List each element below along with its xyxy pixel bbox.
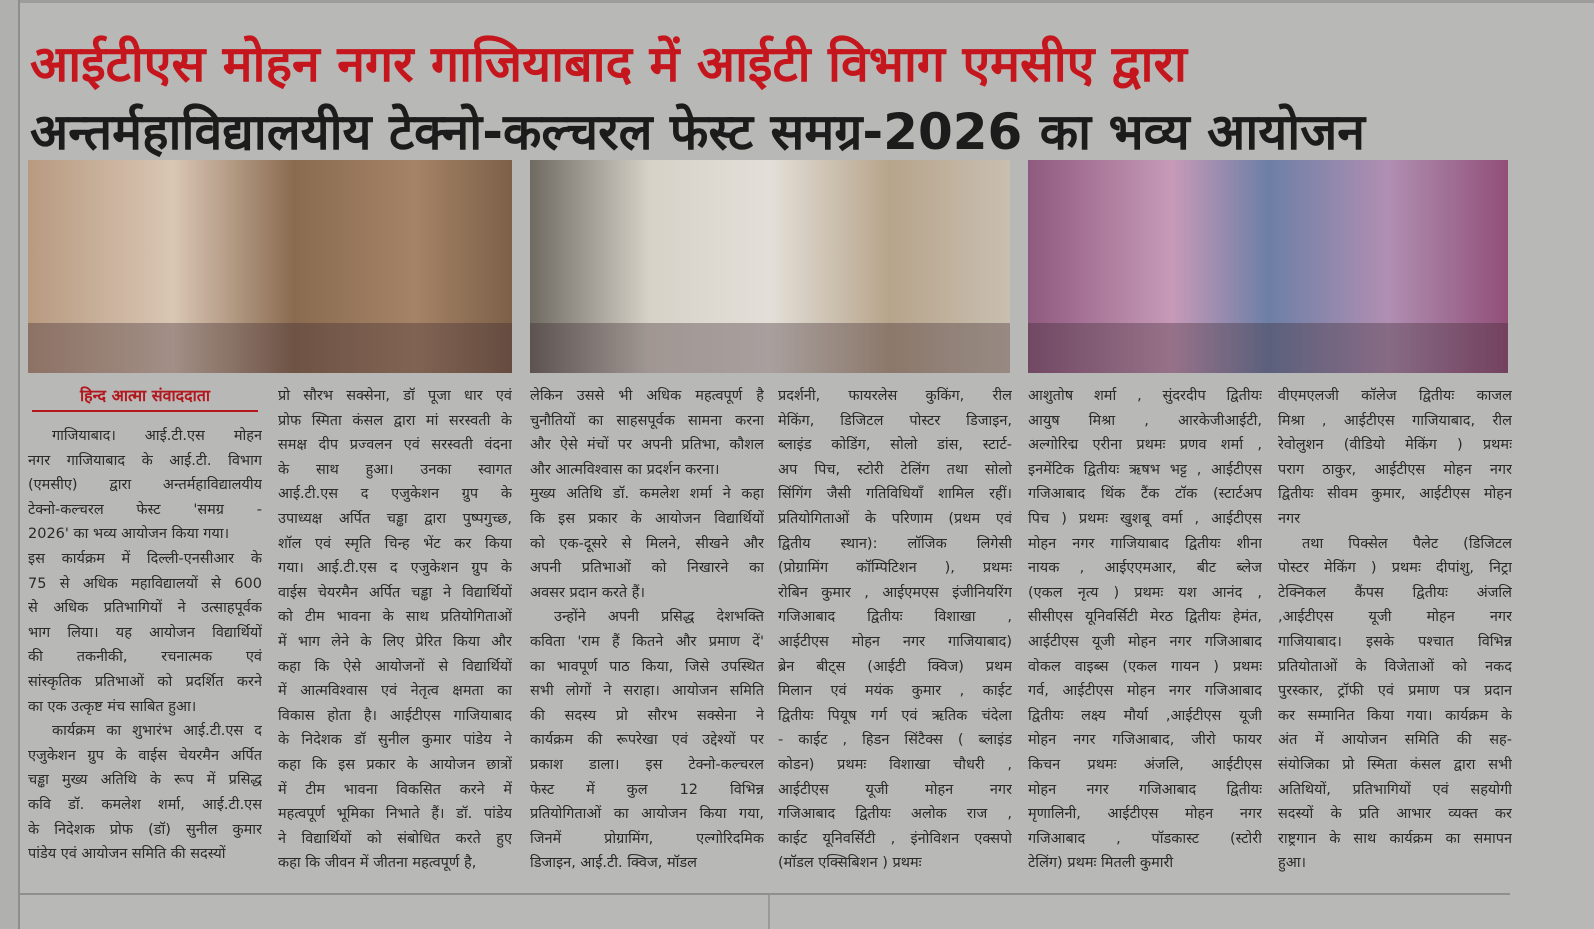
article-line: 75 से अधिक महाविद्यालयों से 600 [28, 575, 262, 592]
article-line: कर सम्मानित किया गया। कार्यक्रम के [1278, 707, 1512, 724]
article-line: राष्ट्रगान के साथ कार्यक्रम का समापन [1278, 830, 1512, 847]
article-line: गजिआबाद द्वितीयः अलोक राज , [778, 806, 1012, 823]
article-line: द्वितीय स्थान): लॉजिक लिगेसी [778, 535, 1012, 552]
article-line: चड्ढा मुख्य अतिथि के रूप में प्रसिद्ध [28, 772, 262, 789]
article-line: गजिआबाद , पॉडकास्ट (स्टोरी [1028, 830, 1262, 847]
article-column-4 [778, 384, 1012, 876]
article-line: आईटीएस मोहन नगर गाजियाबाद) [778, 633, 1012, 650]
article-line: प्रोफ स्मिता कंसल द्वारा मां सरस्वती के [278, 412, 512, 429]
article-line: प्रतियोताओं के विजेताओं को नकद [1278, 658, 1512, 675]
article-line: ब्रेन बीट्स (आईटी क्विज) प्रथम [778, 658, 1012, 675]
article-column-5 [1028, 384, 1262, 876]
article-line: अल्गोरिद्म एरीना प्रथमः प्रणव शर्मा , [1028, 437, 1262, 454]
article-line: कि इस प्रकार के आयोजन विद्यार्थियों [530, 510, 764, 527]
article-line: कविता 'राम हैं कितने और प्रमाण दें' [530, 633, 764, 650]
article-line: (प्रोग्रामिंग कॉम्पिटिशन ), प्रथमः [778, 560, 1012, 577]
article-line: मिलान एवं मयंक कुमार , काईट [778, 683, 1012, 700]
article-line: पराग ठाकुर, आईटीएस मोहन नगर [1278, 461, 1512, 478]
article-line: आई.टी.एस द एजुकेशन ग्रुप के [278, 486, 512, 503]
article-line: गर्व, आईटीएस मोहन नगर गजिआबाद [1028, 683, 1262, 700]
article-line: रोबिन कुमार , आईएमएस इंजीनियरिंग [778, 584, 1012, 601]
article-line: महत्वपूर्ण भूमिका निभाते हैं। डॉ. पांडेय [278, 806, 512, 823]
article-line: के साथ हुआ। उनका स्वागत [278, 461, 512, 478]
article-line: हुआ। [1278, 855, 1307, 872]
article-line: द्वितीयः सीवम कुमार, आईटीएस मोहन [1278, 486, 1512, 503]
article-line: उन्होंने अपनी प्रसिद्ध देशभक्ति [554, 609, 764, 626]
article-line: और आत्मविश्वास का प्रदर्शन करना। [530, 461, 720, 478]
article-line: को एक-दूसरे से मिलने, सीखने और [530, 535, 764, 552]
article-line: एजुकेशन ग्रुप के वाईस चेयरमैन अर्पित [28, 747, 262, 764]
article-column-3 [530, 384, 764, 876]
article-line: (एमसीए) द्वारा अन्तर्महाविद्यालयीय [28, 477, 262, 494]
article-line: कोडन) प्रथमः विशाखा चौधरी , [778, 756, 1012, 773]
article-line: कहा कि इस प्रकार के आयोजन छात्रों [278, 756, 512, 773]
article-line: प्रतियोगिताओं के परिणाम (प्रथम एवं [778, 510, 1012, 527]
article-line: आईटीएस यूजी मोहन नगर गजिआबाद [1028, 633, 1262, 650]
article-line: (मॉडल एक्सिबिशन ) प्रथमः [778, 855, 922, 872]
article-line: ब्लाइंड कोडिंग, सोलो डांस, स्टार्ट- [778, 437, 1012, 454]
article-line: पिच ) प्रथमः खुशबू वर्मा , आईटीएस [1028, 510, 1262, 527]
article-line: रेवोलुशन (वीडियो मेकिंग ) प्रथमः [1278, 437, 1512, 454]
article-line: सभी लोगों ने सराहा। आयोजन समिति [530, 683, 764, 700]
article-line: मिश्रा , आईटीएस गाजियाबाद, रील [1278, 412, 1512, 429]
memento-presentation-photo [530, 160, 1010, 373]
article-line: इस कार्यक्रम में दिल्ली-एनसीआर के [28, 550, 262, 567]
bottom-rule [20, 893, 1510, 895]
article-line: द्वितीयः पियूष गर्ग एवं ऋतिक चंदेला [778, 707, 1012, 724]
top-border [0, 0, 1594, 3]
article-line: - काईट , हिडन सिंटैक्स ( ब्लाइंड [778, 732, 1012, 749]
article-line: जिनमें प्रोग्रामिंग, एल्गोरिदमिक [530, 830, 764, 847]
article-line: प्रदर्शनी, फायरलेस कुकिंग, रील [778, 388, 1012, 404]
article-line: गजिआबाद थिंक टैंक टॉक (स्टार्टअप [1028, 486, 1262, 503]
article-line: की तकनीकी, रचनात्मक एवं [28, 649, 262, 666]
article-line: द्वितीयः लक्ष्य मौर्या ,आईटीएस यूजी [1028, 707, 1262, 724]
article-line: आईटीएस यूजी मोहन नगर [778, 781, 1012, 798]
article-line: मोहन नगर गजिआबाद द्वितीयः [1028, 781, 1262, 798]
article-line: में भाग लेने के लिए प्रेरित किया और [278, 633, 512, 650]
article-line: नगर [1278, 510, 1301, 527]
article-line: किचन प्रथमः अंजलि, आईटीएस [1028, 756, 1262, 773]
article-line: टेक्निकल कैंपस द्वितीयः अंजलि [1278, 584, 1512, 601]
article-line: इनमेंटिक द्वितीयः ऋषभ भट्ट , आईटीएस [1028, 461, 1262, 478]
article-line: वाईस चेयरमैन अर्पित चड्ढा ने विद्यार्थियों [278, 584, 512, 601]
article-line: ने विद्यार्थियों को संबोधित करते हुए [278, 830, 512, 847]
headline-line-1: आईटीएस मोहन नगर गाजियाबाद में आईटी विभाग एमसीए द्वारा [30, 35, 1187, 90]
article-line: मोहन नगर गजिआबाद, जीरो फायर [1028, 732, 1262, 749]
article-line: मृणालिनी, आईटीएस मोहन नगर [1028, 806, 1262, 823]
article-line: में आत्मविश्वास एवं नेतृत्व क्षमता का [278, 683, 512, 700]
article-line: की सदस्य प्रो सौरभ सक्सेना ने [530, 707, 764, 724]
dance-performance-photo [1028, 160, 1508, 373]
article-line: गाजियाबाद। इसके पश्चात विभिन्न [1278, 633, 1512, 650]
article-line: का भावपूर्ण पाठ किया, जिसे उपस्थित [530, 658, 764, 675]
article-line: समक्ष दीप प्रज्वलन एवं सरस्वती वंदना [278, 437, 512, 454]
article-line: और ऐसे मंचों पर अपनी प्रतिभा, कौशल [530, 437, 764, 454]
article-line: कवि डॉ. कमलेश शर्मा, आई.टी.एस [28, 796, 262, 813]
article-line: सिंगिंग जैसी गतिविधियाँ शामिल रहीं। [778, 486, 1012, 503]
article-line: मेकिंग, डिजिटल पोस्टर डिजाइन, [778, 412, 1012, 429]
article-line: काईट यूनिवर्सिटी , इंनोविशन एक्सपो [778, 830, 1012, 847]
article-line: (एकल नृत्य ) प्रथमः यश आनंद , [1028, 584, 1262, 601]
article-line: सदस्यों के प्रति आभार व्यक्त कर [1278, 806, 1512, 823]
article-line: प्रतियोगिताओं का आयोजन किया गया, [530, 806, 764, 823]
article-line: भाग लिया। यह आयोजन विद्यार्थियों [28, 624, 262, 641]
article-line: नगर गाजियाबाद के आई.टी. विभाग [28, 452, 262, 469]
article-line: के निदेशक प्रोफ (डॉ) सुनील कुमार [28, 821, 262, 838]
article-line: को टीम भावना के साथ प्रतियोगिताओं [278, 609, 512, 626]
article-line: गया। आई.टी.एस द एजुकेशन ग्रुप के [278, 560, 512, 577]
article-line: गजिआबाद द्वितीयः विशाखा , [778, 609, 1012, 626]
article-line: वोकल वाइब्स (एकल गायन ) प्रथमः [1028, 658, 1262, 675]
article-line: पोस्टर मेकिंग ) प्रथमः दीपांशु, निट्रा [1278, 560, 1512, 577]
article-line: नायक , आईएएमआर, बीट ब्लेज [1028, 560, 1262, 577]
article-line: ,आईटीएस यूजी मोहन नगर [1278, 609, 1512, 626]
article-line: पुरस्कार, ट्रॉफी एवं प्रमाण पत्र प्रदान [1278, 683, 1512, 700]
article-line: सीसीएस यूनिवर्सिटी मेरठ द्वितीयः हेमंत, [1028, 609, 1262, 626]
article-line: कार्यक्रम का शुभारंभ आई.टी.एस द [52, 723, 262, 740]
article-line: अप पिच, स्टोरी टेलिंग तथा सोलो [778, 461, 1012, 478]
article-line: अपनी प्रतिभाओं को निखारने का [530, 560, 764, 577]
headline-line-2: अन्तर्महाविद्यालयीय टेक्नो-कल्चरल फेस्ट समग्र-2026 का भव्य आयोजन [30, 103, 1366, 158]
seminar-stage-photo [28, 160, 512, 373]
article-line: का एक उत्कृष्ट मंच साबित हुआ। [28, 698, 197, 715]
article-line: गाजियाबाद। आई.टी.एस मोहन [52, 428, 262, 444]
article-line: शॉल एवं स्मृति चिन्ह भेंट कर किया [278, 535, 512, 552]
article-line: वीएमएलजी कॉलेज द्वितीयः काजल [1278, 388, 1512, 404]
article-line: तथा पिक्सेल पैलेट (डिजिटल [1302, 535, 1512, 552]
article-line: प्रो सौरभ सक्सेना, डॉ पूजा धार एवं [278, 388, 512, 404]
article-line: आयुष मिश्रा , आरकेजीआईटी, [1028, 412, 1262, 429]
article-line: डिजाइन, आई.टी. क्विज, मॉडल [530, 855, 697, 872]
article-line: अवसर प्रदान करते हैं। [530, 584, 645, 601]
article-line: टेक्नो-कल्चरल फेस्ट 'समग्र - [28, 501, 262, 518]
article-line: मुख्य अतिथि डॉ. कमलेश शर्मा ने कहा [530, 486, 764, 503]
article-line: मोहन नगर गाजियाबाद द्वितीयः शीना [1028, 535, 1262, 552]
article-line: टेलिंग) प्रथमः मितली कुमारी [1028, 855, 1174, 872]
article-line: अंत में आयोजन समिति की सह- [1278, 732, 1512, 749]
bottom-divider [768, 895, 770, 929]
article-line: चुनौतियों का साहसपूर्वक सामना करना [530, 412, 764, 429]
article-line: में टीम भावना विकसित करने में [278, 781, 512, 798]
article-line: कहा कि जीवन में जीतना महत्वपूर्ण है, [278, 855, 477, 872]
article-column-2 [278, 384, 512, 876]
article-line: आशुतोष शर्मा , सुंदरदीप द्वितीयः [1028, 388, 1262, 404]
article-column-1 [28, 384, 262, 867]
adjacent-article-strip [0, 0, 20, 929]
article-line: प्रकाश डाला। इस टेक्नो-कल्चरल [530, 756, 764, 773]
article-line: लेकिन उससे भी अधिक महत्वपूर्ण है [530, 388, 764, 404]
article-line: पांडेय एवं आयोजन समिति की सदस्यों [28, 846, 226, 863]
article-line: से अधिक प्रतिभागियों ने उत्साहपूर्वक [28, 600, 262, 617]
article-column-6 [1278, 384, 1512, 876]
article-line: 2026' का भव्य आयोजन किया गया। [28, 526, 230, 543]
article-line: फेस्ट में कुल 12 विभिन्न [530, 781, 764, 798]
article-line: अतिथियों, प्रतिभागियों एवं सहयोगी [1278, 781, 1512, 798]
article-line: सांस्कृतिक प्रतिभाओं को प्रदर्शित करने [28, 673, 262, 690]
article-line: कहा कि ऐसे आयोजनों से विद्यार्थियों [278, 658, 512, 675]
article-line: कार्यक्रम की रूपरेखा एवं उद्देश्यों पर [530, 732, 764, 749]
article-line: के निदेशक डॉ सुनील कुमार पांडेय ने [278, 732, 512, 749]
article-line: संयोजिका प्रो स्मिता कंसल द्वारा सभी [1278, 756, 1512, 773]
byline: हिन्द आत्मा संवाददाता [32, 384, 258, 412]
article-line: उपाध्यक्ष अर्पित चड्ढा द्वारा पुष्पगुच्छ, [278, 510, 512, 527]
article-line: विकास होता है। आईटीएस गाजियाबाद [278, 707, 512, 724]
